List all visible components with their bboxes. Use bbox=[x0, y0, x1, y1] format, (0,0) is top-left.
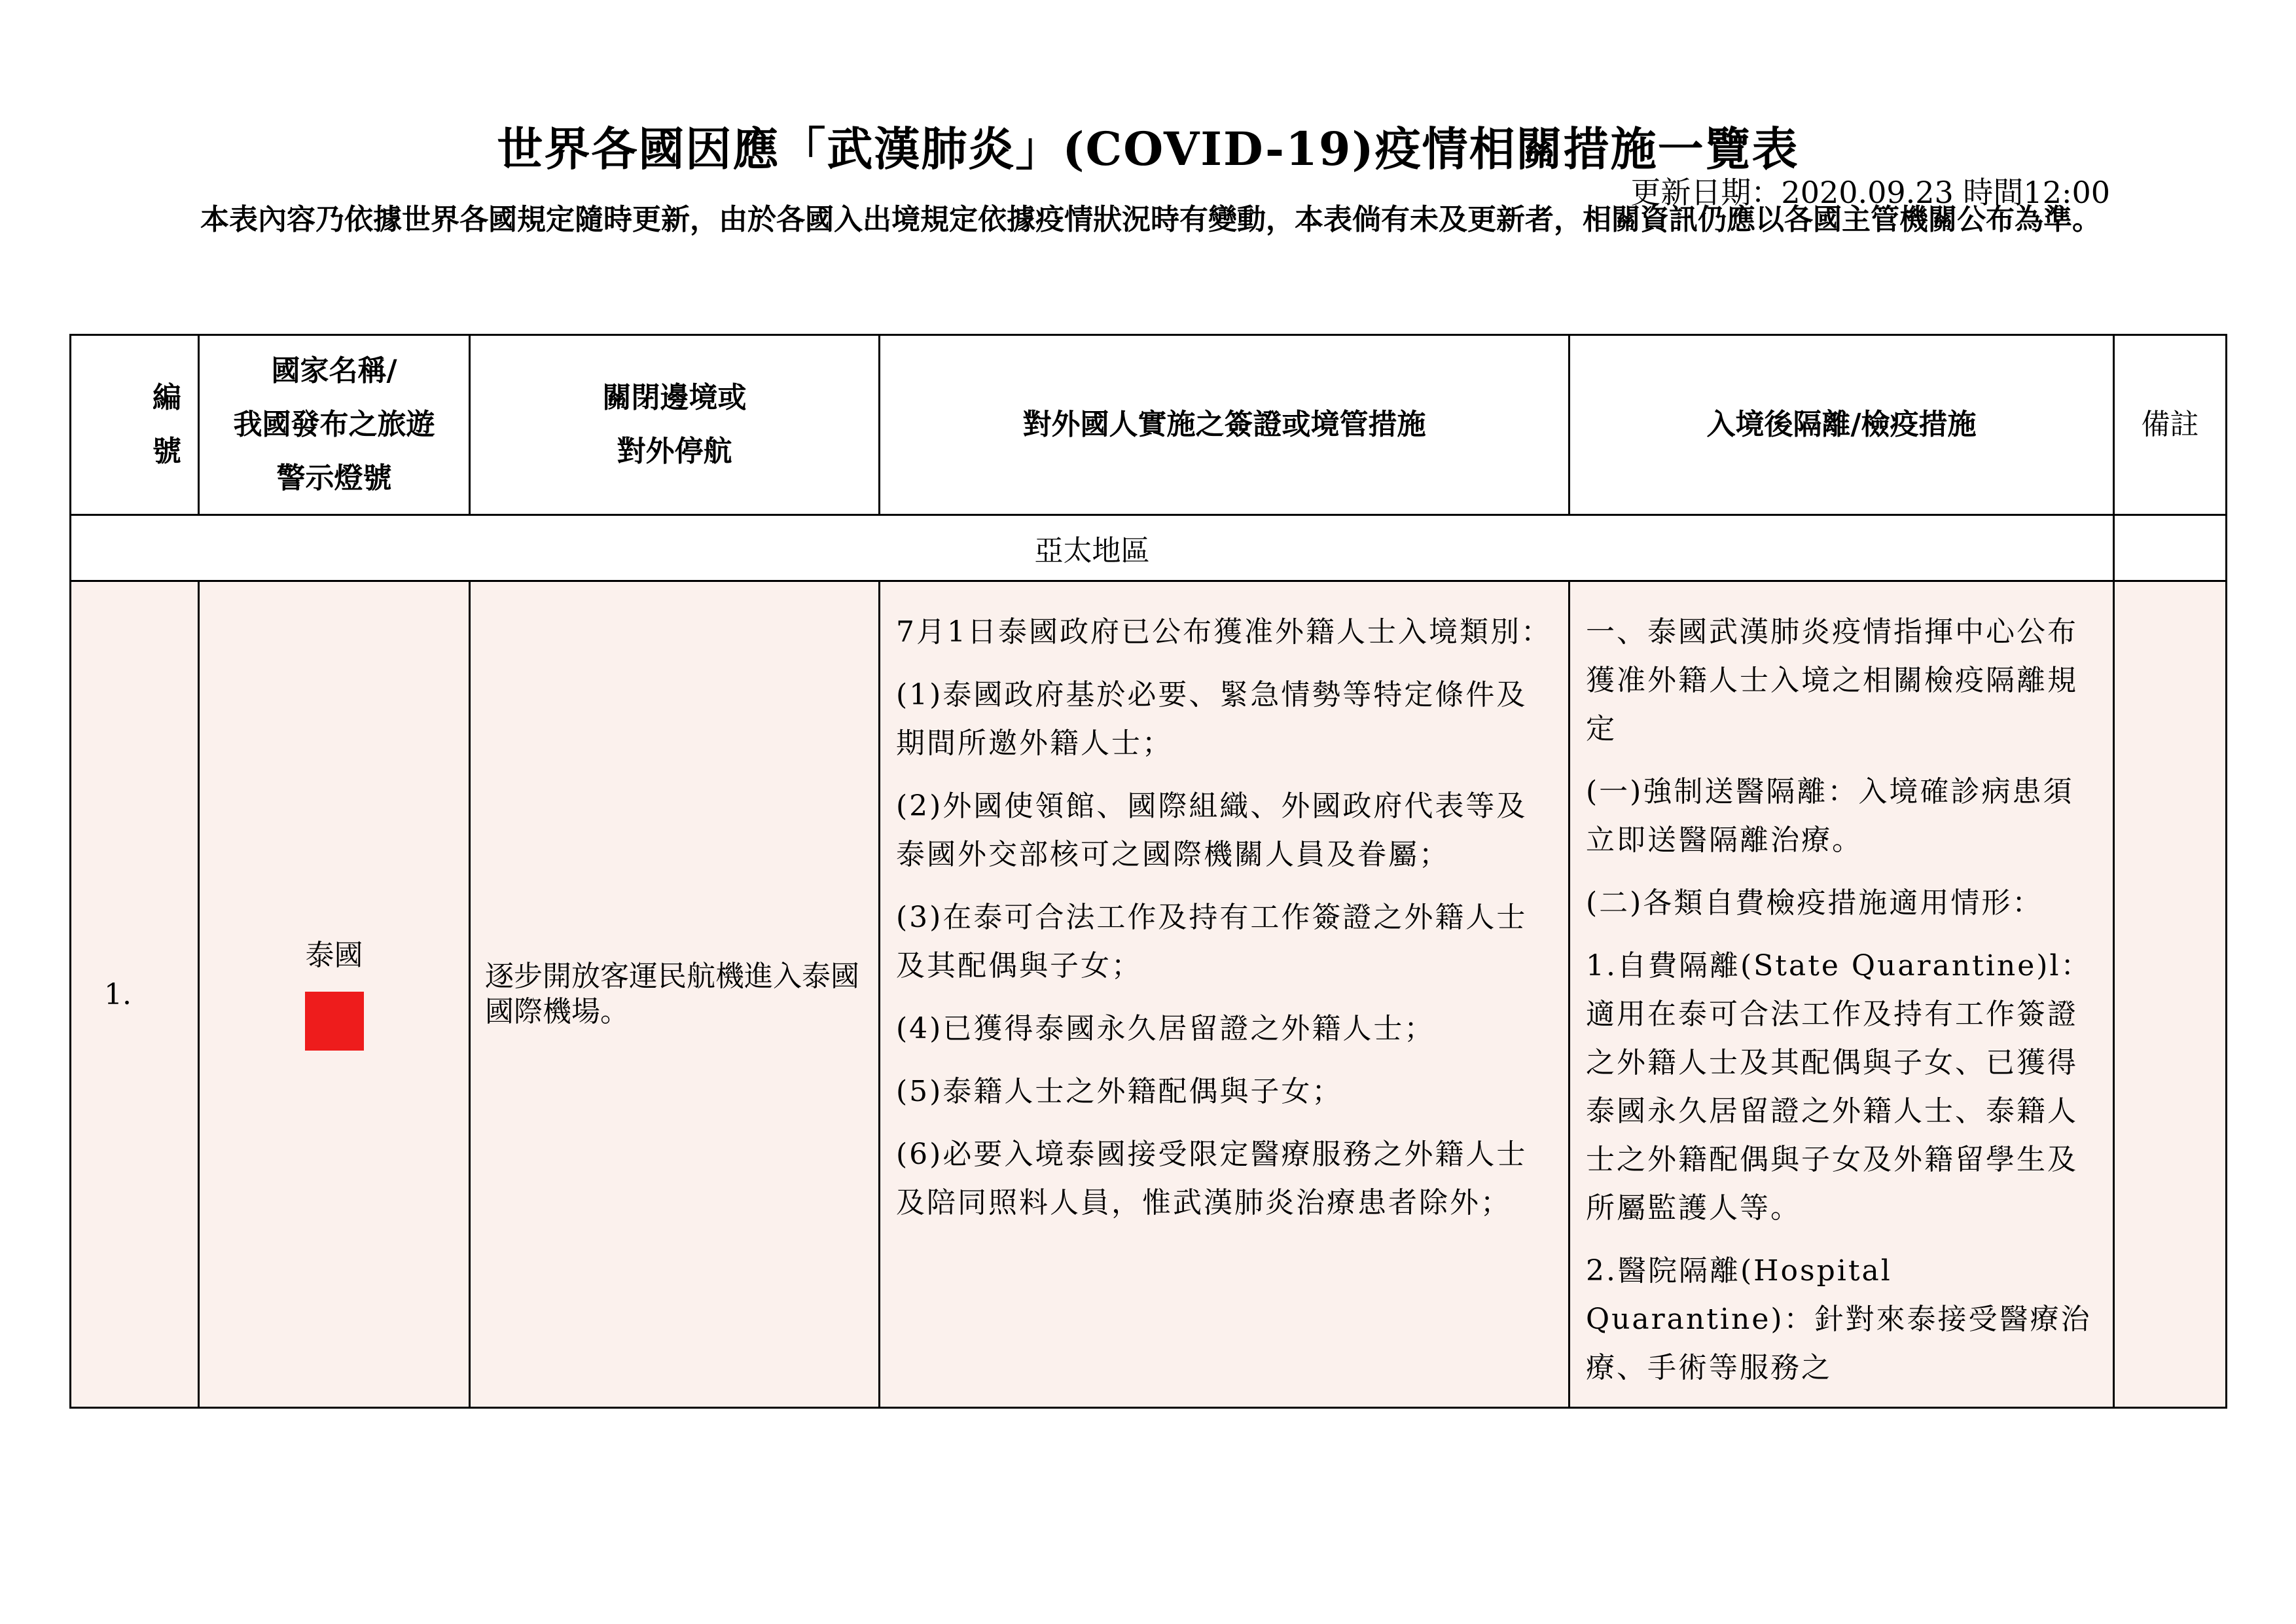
header-country: 國家名稱/ 我國發布之旅遊 警示燈號 bbox=[199, 335, 470, 515]
table-row bbox=[71, 581, 2227, 1408]
quarantine-item: (一)強制送醫隔離：入境確診病患須立即送醫隔離治療。 bbox=[1586, 775, 2074, 857]
quarantine-item: (二)各類自費檢疫措施適用情形： bbox=[1586, 886, 2043, 920]
region-label: 亞太地區 bbox=[71, 515, 2114, 581]
update-date: 更新日期：2020.09.23 時間12:00 bbox=[1630, 175, 2110, 210]
row-quarantine-measures bbox=[1570, 581, 2114, 1408]
header-closure: 關閉邊境或 對外停航 bbox=[470, 335, 880, 515]
header-row bbox=[71, 335, 2227, 515]
region-row bbox=[71, 515, 2227, 581]
row-closure: 逐步開放客運民航機進入泰國國際機場。 bbox=[470, 581, 880, 1408]
header-quarantine: 入境後隔離/檢疫措施 bbox=[1570, 335, 2114, 515]
region-remarks-cell bbox=[2114, 515, 2227, 581]
row-remarks bbox=[2114, 581, 2227, 1408]
visa-item: (6)必要入境泰國接受限定醫療服務之外籍人士及陪同照料人員，惟武漢肺炎治療患者除外； bbox=[896, 1138, 1528, 1219]
visa-item: (3)在泰可合法工作及持有工作簽證之外籍人士及其配偶與子女； bbox=[896, 901, 1528, 983]
header-remarks: 備註 bbox=[2114, 335, 2227, 515]
visa-item: (5)泰籍人士之外籍配偶與子女； bbox=[896, 1075, 1343, 1108]
row-seq: 1. bbox=[71, 581, 199, 1408]
quarantine-item: 1.自費隔離(State Quarantine)l：適用在泰可合法工作及持有工作簽證之外籍人士及其配偶與子女、已獲得泰國永久居留證之外籍人士、泰籍人士之外籍配偶與子女及外籍留學生及所屬監護人等。 bbox=[1586, 949, 2092, 1225]
document-title: 世界各國因應「武漢肺炎」(COVID-19)疫情相關措施一覽表 bbox=[497, 122, 1799, 176]
row-country-cell bbox=[199, 581, 470, 1408]
quarantine-item: 一、泰國武漢肺炎疫情指揮中心公布獲准外籍人士入境之相關檢疫隔離規定 bbox=[1586, 615, 2078, 746]
quarantine-item: 2.醫院隔離(Hospital Quarantine)：針對來泰接受醫療治療、手術等服務之 bbox=[1586, 1254, 2092, 1384]
visa-item: 7月1日泰國政府已公布獲准外籍人士入境類別： bbox=[896, 615, 1552, 649]
disclaimer-text: 本表內容乃依據世界各國規定隨時更新，由於各國入出境規定依據疫情狀況時有變動，本表倘有未及更新者，相關資訊仍應以各國主管機關公布為準。 bbox=[200, 203, 2101, 236]
country-name: 泰國 bbox=[305, 938, 363, 972]
row-visa-measures bbox=[880, 581, 1570, 1408]
visa-item: (1)泰國政府基於必要、緊急情勢等特定條件及期間所邀外籍人士； bbox=[896, 678, 1528, 760]
measures-table bbox=[69, 334, 2227, 1409]
visa-item: (4)已獲得泰國永久居留證之外籍人士； bbox=[896, 1012, 1435, 1045]
header-visa: 對外國人實施之簽證或境管措施 bbox=[880, 335, 1570, 515]
visa-item: (2)外國使領館、國際組織、外國政府代表等及泰國外交部核可之國際機關人員及眷屬； bbox=[896, 789, 1528, 871]
travel-warning-light bbox=[305, 992, 364, 1051]
header-seq: 編 號 bbox=[71, 335, 199, 515]
